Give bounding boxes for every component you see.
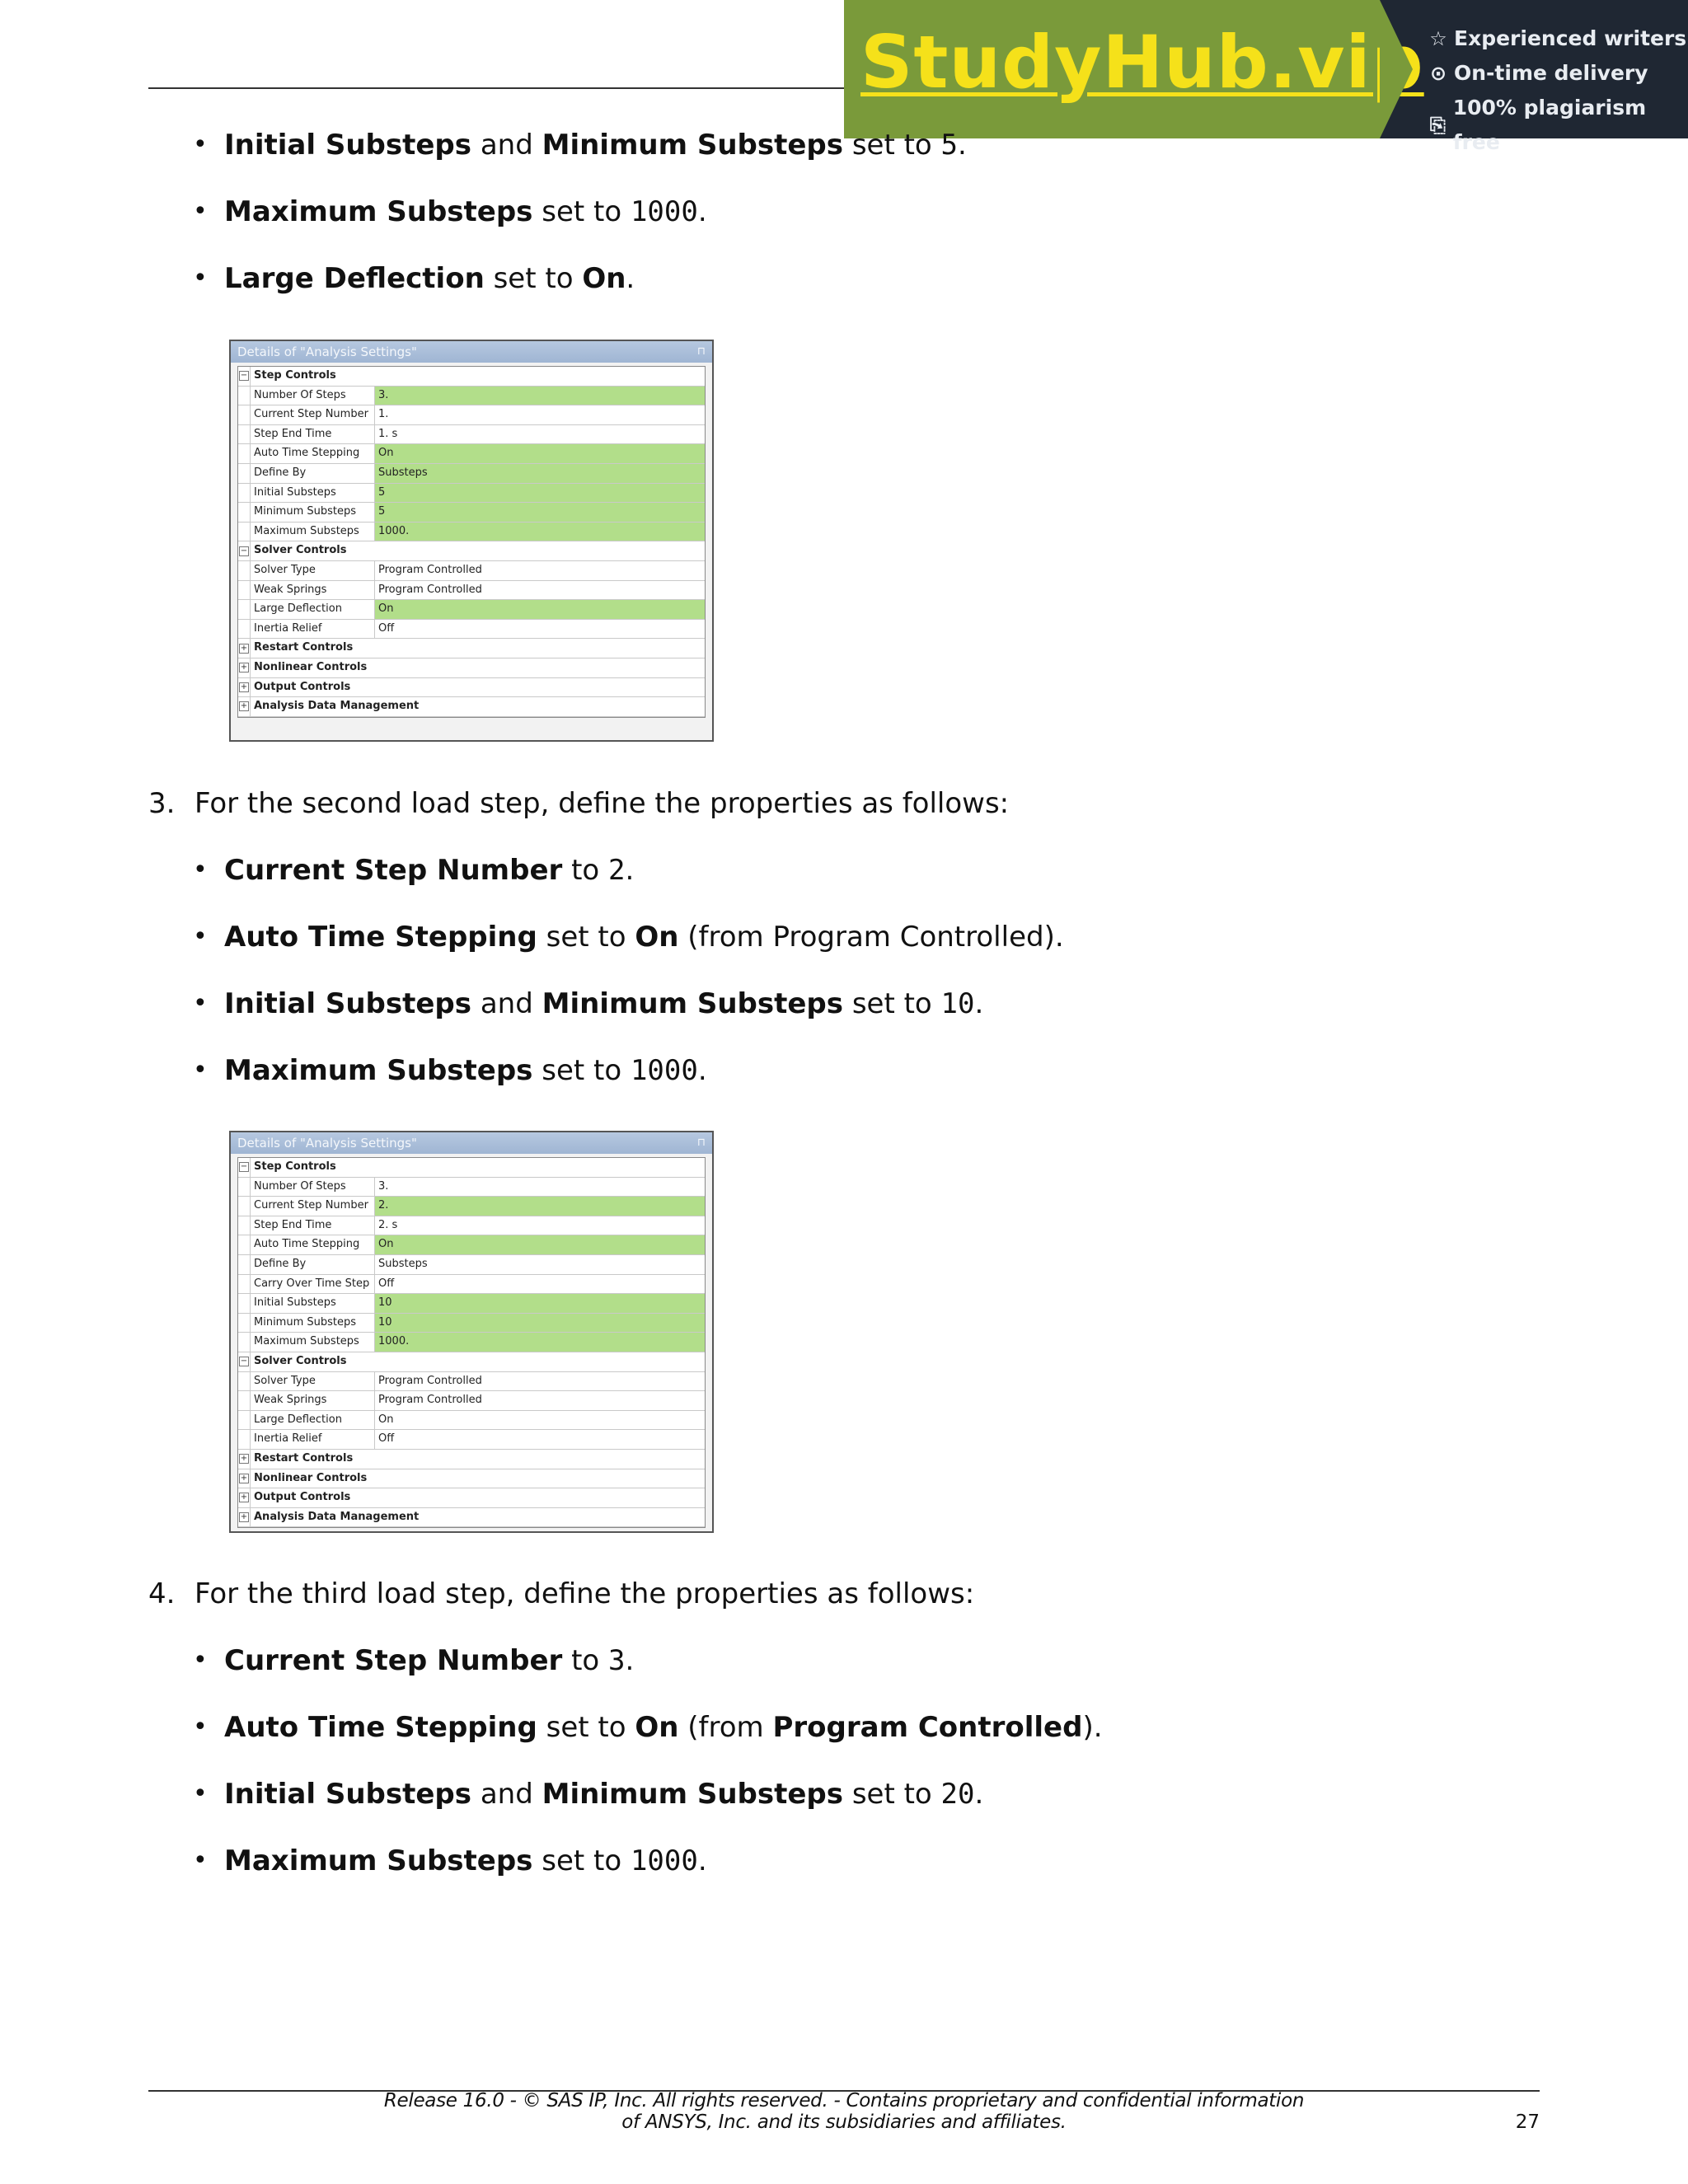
row-gutter	[238, 503, 251, 522]
property-label: Define By	[251, 464, 375, 483]
property-value[interactable]: On	[375, 600, 705, 619]
property-value[interactable]: Program Controlled	[378, 563, 482, 576]
pin-icon[interactable]: ⊓	[696, 1137, 706, 1149]
row-gutter	[238, 561, 251, 580]
bullet-text: Initial Substeps and Minimum Substeps set to 20.	[224, 1778, 984, 1811]
footer-copyright-line1: Release 16.0 - © SAS IP, Inc. All rights reserved. - Contains proprietary and confidential information	[383, 2090, 1305, 2111]
row-gutter	[238, 620, 251, 639]
property-value[interactable]: Off	[378, 621, 395, 635]
property-value[interactable]: Program Controlled	[378, 1394, 482, 1407]
row-gutter	[238, 639, 251, 658]
row-gutter	[238, 405, 251, 424]
pin-icon[interactable]: ⊓	[696, 345, 706, 358]
group-header-row[interactable]	[238, 1158, 705, 1178]
bullet-dot: •	[193, 130, 208, 159]
property-row[interactable]	[238, 1235, 705, 1255]
row-gutter	[238, 1469, 251, 1488]
property-value[interactable]: Off	[378, 1277, 395, 1290]
bullet-dot: •	[193, 1713, 208, 1741]
row-gutter	[238, 1178, 251, 1197]
property-row[interactable]	[238, 1216, 705, 1236]
property-value[interactable]: Program Controlled	[378, 1374, 482, 1387]
bullet-text: Maximum Substeps set to 1000.	[224, 1844, 707, 1877]
property-row[interactable]	[238, 484, 705, 504]
property-value[interactable]: 10	[375, 1294, 705, 1313]
property-value[interactable]: 1. s	[378, 427, 398, 440]
property-value[interactable]: 1000.	[375, 1333, 705, 1352]
property-label: Minimum Substeps	[251, 503, 375, 522]
expand-icon[interactable]: +	[240, 1511, 248, 1521]
property-label: Step End Time	[251, 425, 375, 444]
property-label: Inertia Relief	[251, 1430, 375, 1449]
row-gutter	[238, 464, 251, 483]
page-number: 27	[1515, 2111, 1540, 2133]
step-4-heading: 4. For the third load step, define the properties as follows:	[148, 1577, 975, 1610]
row-gutter	[238, 1275, 251, 1294]
group-header-row[interactable]	[238, 367, 705, 387]
group-header-row[interactable]	[238, 697, 705, 717]
group-header-row[interactable]	[238, 1352, 705, 1372]
row-gutter	[238, 1450, 251, 1469]
studyhub-logo[interactable]	[844, 0, 1424, 138]
property-value[interactable]: 5	[375, 503, 705, 522]
property-label: Restart Controls	[254, 641, 354, 654]
row-gutter	[238, 600, 251, 619]
property-row[interactable]	[238, 620, 705, 640]
row-gutter	[238, 425, 251, 444]
property-label: Analysis Data Management	[254, 700, 420, 713]
property-row[interactable]	[238, 1197, 705, 1216]
row-gutter	[238, 367, 251, 386]
row-gutter	[238, 1352, 251, 1371]
property-row[interactable]	[238, 1372, 705, 1392]
row-gutter	[238, 1391, 251, 1410]
expand-icon[interactable]: +	[240, 1493, 248, 1502]
property-label: Step End Time	[251, 1216, 375, 1235]
property-value[interactable]: 3.	[375, 387, 705, 405]
property-label: Large Deflection	[251, 1411, 375, 1430]
property-value[interactable]: Off	[378, 1432, 395, 1446]
property-row[interactable]	[238, 1411, 705, 1431]
row-gutter	[238, 1488, 251, 1507]
bullet-text: Initial Substeps and Minimum Substeps set to 5.	[224, 129, 967, 162]
property-value[interactable]: 2. s	[378, 1218, 398, 1231]
property-row[interactable]	[238, 1333, 705, 1352]
property-label: Inertia Relief	[251, 620, 375, 639]
bullet-dot: •	[193, 1646, 208, 1675]
property-label: Carry Over Time Step	[251, 1275, 375, 1294]
property-label: Output Controls	[254, 680, 351, 693]
group-header-row[interactable]	[238, 1469, 705, 1489]
property-label: Current Step Number	[251, 1197, 375, 1216]
property-label: Step Controls	[254, 1160, 336, 1173]
property-row[interactable]	[238, 1178, 705, 1197]
property-label: Solver Controls	[254, 1354, 347, 1367]
bullet-text: Current Step Number to 2.	[224, 854, 635, 887]
property-label: Number Of Steps	[251, 387, 375, 405]
banner-feature	[1428, 91, 1688, 160]
analysis-settings-panel-2	[229, 1131, 714, 1533]
bullet-dot: •	[193, 1056, 208, 1085]
row-gutter	[238, 444, 251, 463]
property-value[interactable]: Substeps	[378, 1257, 428, 1270]
property-value[interactable]: On	[378, 1413, 394, 1426]
property-label: Weak Springs	[251, 1391, 375, 1410]
property-label: Maximum Substeps	[251, 523, 375, 541]
property-value[interactable]: 2.	[375, 1197, 705, 1216]
property-row[interactable]	[238, 600, 705, 620]
bullet-text: Large Deflection set to On.	[224, 262, 635, 295]
property-label: Current Step Number	[251, 405, 375, 424]
row-gutter	[238, 1197, 251, 1216]
property-row[interactable]	[238, 1430, 705, 1450]
bullet-text: Current Step Number to 3.	[224, 1644, 635, 1677]
row-gutter	[238, 1508, 251, 1527]
banner-feature-text: On-time delivery	[1454, 61, 1648, 85]
group-header-row[interactable]	[238, 678, 705, 698]
row-gutter	[238, 1294, 251, 1313]
row-gutter	[238, 387, 251, 405]
property-label: Auto Time Stepping	[251, 1235, 375, 1254]
property-row[interactable]	[238, 1255, 705, 1275]
property-value[interactable]: 1000.	[375, 523, 705, 541]
banner-arrow	[1380, 0, 1413, 138]
property-row[interactable]	[238, 405, 705, 425]
bullet-text: Maximum Substeps set to 1000.	[224, 1054, 707, 1087]
collapse-icon[interactable]: −	[240, 1357, 248, 1366]
collapse-icon[interactable]: −	[240, 546, 248, 555]
property-row[interactable]	[238, 1314, 705, 1333]
row-gutter	[238, 1411, 251, 1430]
property-row[interactable]	[238, 464, 705, 484]
row-gutter	[238, 1372, 251, 1391]
property-label: Solver Type	[251, 561, 375, 580]
bullet-text: Maximum Substeps set to 1000.	[224, 195, 707, 228]
studyhub-banner[interactable]	[844, 0, 1688, 154]
row-gutter	[238, 697, 251, 716]
property-value[interactable]: Substeps	[375, 464, 705, 483]
property-label: Initial Substeps	[251, 1294, 375, 1313]
details-grid	[237, 366, 706, 718]
property-value[interactable]: Program Controlled	[378, 583, 482, 596]
property-label: Step Controls	[254, 369, 336, 382]
property-label: Restart Controls	[254, 1451, 354, 1465]
details-grid	[237, 1157, 706, 1528]
property-row[interactable]	[238, 503, 705, 523]
row-gutter	[238, 484, 251, 503]
property-value[interactable]: On	[375, 444, 705, 463]
copy-check-icon: ⎘	[1429, 114, 1446, 137]
banner-feature	[1428, 21, 1688, 56]
property-label: Number Of Steps	[251, 1178, 375, 1197]
bullet-dot: •	[193, 264, 208, 293]
bullet-text: Initial Substeps and Minimum Substeps set to 10.	[224, 987, 984, 1020]
property-value[interactable]: On	[375, 1235, 705, 1254]
expand-icon[interactable]: +	[240, 1454, 248, 1464]
property-row[interactable]	[238, 387, 705, 406]
property-label: Analysis Data Management	[254, 1510, 420, 1523]
property-label: Output Controls	[254, 1491, 351, 1504]
row-gutter	[238, 1255, 251, 1274]
property-row[interactable]	[238, 1391, 705, 1411]
property-label: Weak Springs	[251, 581, 375, 600]
row-gutter	[238, 658, 251, 677]
bullet-text: Auto Time Stepping set to On (from Program Controlled).	[224, 921, 1064, 954]
banner-feature	[1428, 56, 1688, 91]
row-gutter	[238, 581, 251, 600]
bullet-dot: •	[193, 1846, 208, 1875]
footer-copyright-line2: of ANSYS, Inc. and its subsidiaries and affiliates.	[621, 2111, 1067, 2133]
collapse-icon[interactable]: −	[240, 1162, 248, 1172]
bullet-text: Auto Time Stepping set to On (from Program Controlled).	[224, 1711, 1103, 1744]
property-row[interactable]	[238, 444, 705, 464]
group-header-row[interactable]	[238, 1450, 705, 1469]
property-row[interactable]	[238, 523, 705, 542]
row-gutter	[238, 1216, 251, 1235]
property-label: Solver Controls	[254, 544, 347, 557]
property-label: Auto Time Stepping	[251, 444, 375, 463]
property-label: Solver Type	[251, 1372, 375, 1391]
row-gutter	[238, 541, 251, 560]
clock-icon: ⊙	[1429, 62, 1447, 85]
expand-icon[interactable]: +	[240, 1473, 248, 1483]
property-row[interactable]	[238, 561, 705, 581]
expand-icon[interactable]: +	[240, 643, 248, 653]
panel-title: Details of "Analysis Settings" ⊓	[231, 1132, 712, 1154]
bullet-dot: •	[193, 1779, 208, 1808]
row-gutter	[238, 1333, 251, 1352]
banner-feature-text: Experienced writers	[1454, 26, 1687, 50]
bullet-dot: •	[193, 855, 208, 884]
group-header-row[interactable]	[238, 1488, 705, 1508]
row-gutter	[238, 1235, 251, 1254]
analysis-settings-panel-1	[229, 340, 714, 742]
property-row[interactable]	[238, 425, 705, 445]
property-label: Nonlinear Controls	[254, 1471, 368, 1484]
property-label: Large Deflection	[251, 600, 375, 619]
banner-feature-text: 100% plagiarism free	[1452, 96, 1647, 154]
property-row[interactable]	[238, 1294, 705, 1314]
row-gutter	[238, 1314, 251, 1333]
group-header-row[interactable]	[238, 658, 705, 678]
property-row[interactable]	[238, 581, 705, 601]
property-value[interactable]: 5	[375, 484, 705, 503]
property-value[interactable]: 1.	[378, 408, 389, 421]
row-gutter	[238, 1158, 251, 1177]
expand-icon[interactable]: +	[240, 663, 248, 673]
expand-icon[interactable]: +	[240, 682, 248, 691]
property-label: Define By	[251, 1255, 375, 1274]
property-label: Initial Substeps	[251, 484, 375, 503]
property-value[interactable]: 3.	[378, 1179, 389, 1193]
row-gutter	[238, 523, 251, 541]
expand-icon[interactable]: +	[240, 701, 248, 711]
property-label: Maximum Substeps	[251, 1333, 375, 1352]
row-gutter	[238, 678, 251, 697]
collapse-icon[interactable]: −	[240, 371, 248, 381]
group-header-row[interactable]	[238, 639, 705, 658]
step-3-heading: 3. For the second load step, define the properties as follows:	[148, 787, 1010, 820]
property-label: Nonlinear Controls	[254, 660, 368, 673]
bullet-dot: •	[193, 197, 208, 226]
row-gutter	[238, 1430, 251, 1449]
star-outline-icon: ☆	[1429, 27, 1447, 50]
group-header-row[interactable]	[238, 1508, 705, 1528]
bullet-dot: •	[193, 922, 208, 951]
bullet-dot: •	[193, 989, 208, 1018]
group-header-row[interactable]	[238, 541, 705, 561]
property-label: Minimum Substeps	[251, 1314, 375, 1333]
banner-features	[1380, 0, 1688, 154]
property-row[interactable]	[238, 1275, 705, 1295]
panel-title: Details of "Analysis Settings" ⊓	[231, 341, 712, 363]
studyhub-logo-text: StudyHub.vip	[860, 20, 1424, 105]
property-value[interactable]: 10	[375, 1314, 705, 1333]
